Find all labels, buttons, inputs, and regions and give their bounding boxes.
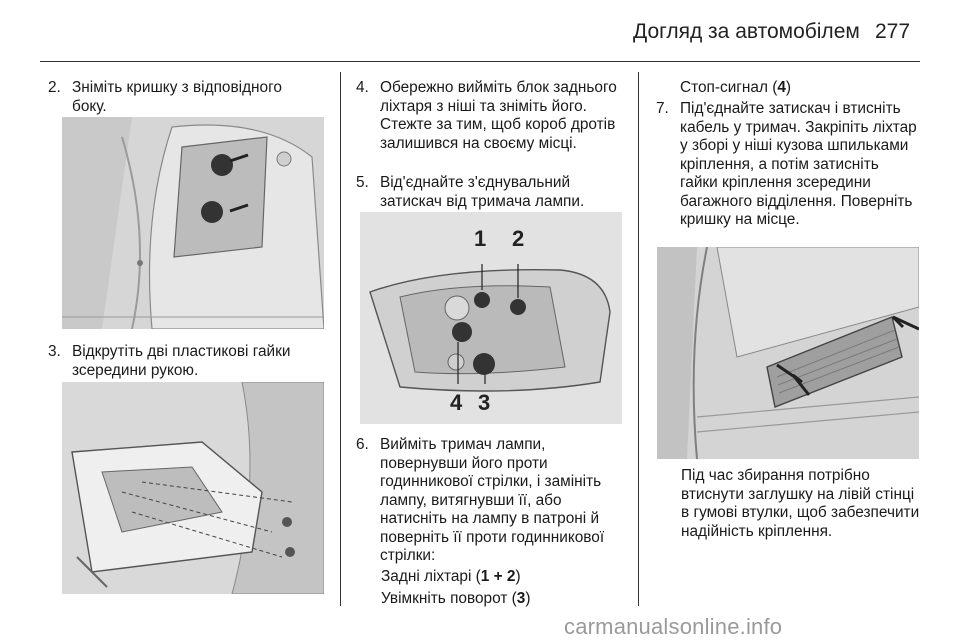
stop-signal-line: Стоп-сигнал (4) — [680, 79, 792, 96]
figure-reinstall-cover — [657, 247, 919, 459]
turn-signal-line: Увімкніть поворот (3) — [381, 590, 531, 607]
figure-label-3: 3 — [478, 390, 491, 415]
step-text: Від'єднайте з'єднувальний затискач від тримача лампи. — [380, 174, 585, 210]
step-text: Зніміть кришку з відповідного боку. — [72, 79, 282, 115]
step-text: Вийміть тримач лампи, повернувши його проти годинникової стрілки, і замініть лампу, витягнувши її, або натисніть на лампу в патроні й поверніть її проти годинникової стрілки: — [380, 436, 605, 564]
figure-cover-removal — [62, 117, 324, 329]
step-text: Під'єднайте затискач і втисніть кабель у тримач. Закріпіть ліхтар у зборі у ніші кузова шпильками кріплення, а потім затисніть гайки кріплення зсередини багажного відділення. Поверніть кришку на місце. — [680, 100, 917, 228]
page-number: 277 — [875, 20, 911, 43]
step-number: 6. — [356, 436, 369, 453]
figure-lamp-holders — [360, 212, 622, 424]
assembly-note: Під час збирання потрібно втиснути заглушку на лівій стінці в гумові втулки, щоб забезпечити надійність кріплення. — [681, 467, 920, 540]
figure-label-1: 1 — [474, 226, 487, 251]
watermark: carmanualsonline.info — [564, 614, 783, 639]
step-text: Відкрутіть дві пластикові гайки зсередини рукою. — [72, 343, 291, 379]
rear-lights-line: Задні ліхтарі (1 + 2) — [381, 568, 521, 585]
step-number: 3. — [48, 343, 61, 360]
step-number: 5. — [356, 174, 369, 191]
header-divider — [40, 61, 920, 62]
step-text: Обережно вийміть блок заднього ліхтаря з ніші та зніміть його. Стежте за тим, щоб короб дротів залишився на своєму місці. — [380, 79, 617, 152]
bulb-ref: 4 — [777, 79, 786, 96]
bulb-ref: 1 + 2 — [480, 568, 516, 585]
bulb-ref: 3 — [516, 590, 526, 607]
figure-unscrew-nuts — [62, 382, 324, 594]
page-header — [0, 0, 960, 62]
figure-label-2: 2 — [512, 226, 525, 251]
figure-label-4: 4 — [450, 390, 463, 415]
step-number: 4. — [356, 79, 369, 96]
step-number: 7. — [656, 100, 669, 117]
section-title: Догляд за автомобілем — [633, 20, 860, 43]
column-divider-2 — [638, 72, 639, 606]
column-divider-1 — [340, 72, 341, 606]
step-number: 2. — [48, 79, 61, 96]
